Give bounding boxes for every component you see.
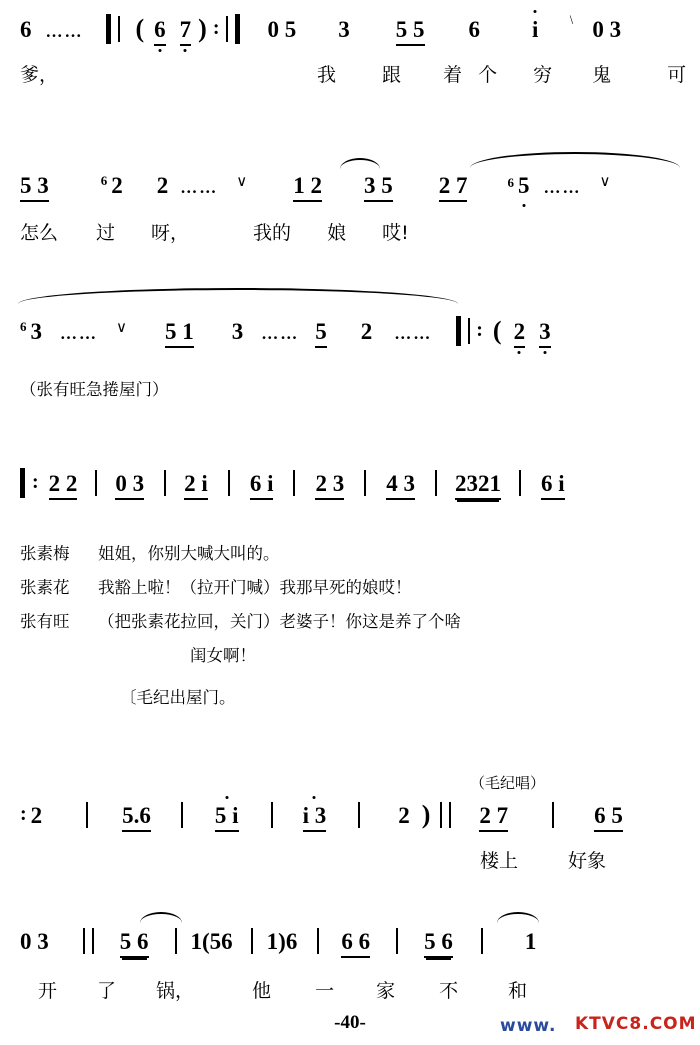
note: i xyxy=(532,17,539,42)
barline xyxy=(271,802,273,828)
tie xyxy=(340,158,380,169)
note: 5 3 xyxy=(20,173,49,202)
note: 2 7 xyxy=(479,803,508,832)
lyric: 着 xyxy=(443,64,463,86)
note: 5 xyxy=(315,319,327,348)
lyric: 爹， xyxy=(20,64,59,86)
system-6-notes xyxy=(20,928,536,958)
note: 2 xyxy=(398,803,410,828)
barline xyxy=(226,16,228,42)
lyric: 一 xyxy=(315,980,335,1002)
lyric: 不 xyxy=(439,980,459,1002)
system-1-lyrics xyxy=(20,60,686,87)
grace-note: 6 xyxy=(20,319,27,334)
dialogue-line xyxy=(20,608,461,632)
dots: …… xyxy=(45,22,84,41)
barline xyxy=(164,470,166,496)
barline xyxy=(228,470,230,496)
lyric: 他 xyxy=(252,980,272,1002)
note: 2 xyxy=(156,173,169,198)
note: 5 i xyxy=(215,803,239,832)
system-1-notes xyxy=(20,14,621,46)
lyric: 了 xyxy=(97,980,117,1002)
grace-flourish: ﹨ xyxy=(565,11,579,26)
long-slur xyxy=(18,288,458,304)
repeat-dots: : xyxy=(20,803,27,825)
lyric: 跟 xyxy=(382,64,402,86)
repeat-end-thick xyxy=(235,14,240,44)
note: 6 xyxy=(468,17,481,42)
barline xyxy=(396,928,398,954)
barline xyxy=(449,802,451,828)
lyric: 我的 xyxy=(253,222,292,244)
lyric: 可 xyxy=(667,64,687,86)
lyric: 鬼 xyxy=(592,64,612,86)
barline xyxy=(251,928,253,954)
barline xyxy=(118,16,120,42)
note: 5 1 xyxy=(165,319,194,348)
long-slur xyxy=(470,152,680,168)
system-6-lyrics xyxy=(38,976,527,1003)
lyric: 怎么 xyxy=(20,222,59,244)
close-paren: ) xyxy=(421,800,431,829)
measure: 2 2 xyxy=(49,471,78,500)
speaker: 张素花 xyxy=(20,578,70,597)
note: 2 xyxy=(111,173,123,198)
repeat-dots: : xyxy=(32,471,39,493)
repeat-start-thick xyxy=(106,14,111,44)
note: 0 5 xyxy=(267,17,297,42)
page-number: -40- xyxy=(334,1012,366,1033)
lyric: 好象 xyxy=(568,850,607,872)
measure: 6 i xyxy=(250,471,274,500)
dots: …… xyxy=(261,324,300,343)
dialogue-line xyxy=(20,540,280,564)
breath-mark: ∨ xyxy=(236,174,248,190)
speaker: 张素梅 xyxy=(20,544,70,563)
lyric: 哎! xyxy=(382,222,409,244)
note: 5 5 xyxy=(396,17,425,46)
lyric: 我 xyxy=(317,64,337,86)
barline xyxy=(552,802,554,828)
note: 2 7 xyxy=(439,173,468,202)
note: 5 6 xyxy=(424,929,453,958)
barline xyxy=(83,928,85,954)
note: 1)6 xyxy=(266,929,298,954)
singer-cue: （毛纪唱） xyxy=(470,774,546,792)
note: 3 xyxy=(30,319,42,344)
tie xyxy=(140,912,182,923)
barline xyxy=(95,470,97,496)
lyric: 穷 xyxy=(533,64,553,86)
note: 2 xyxy=(30,803,43,828)
dialogue-text: 姐姐，你别大喊大叫的。 xyxy=(98,544,280,563)
speaker: 张有旺 xyxy=(20,612,70,631)
dots: …… xyxy=(180,178,219,197)
dots: …… xyxy=(60,324,98,343)
note: 1 xyxy=(524,929,537,954)
repeat-start-thick xyxy=(456,316,461,346)
dialogue-text: 我豁上啦！（拉开门喊）我那早死的娘哎！ xyxy=(98,578,412,597)
dialogue-text: （把张素花拉回，关门）老婆子！你这是养了个啥 xyxy=(98,612,461,631)
system-3-notes xyxy=(20,316,551,348)
note: 2 xyxy=(514,319,526,348)
note: 6 6 xyxy=(341,929,370,958)
system-5-notes xyxy=(20,800,623,832)
system-2-notes xyxy=(20,172,610,202)
barline xyxy=(358,802,360,828)
dots: …… xyxy=(394,324,433,343)
breath-mark: ∨ xyxy=(116,320,127,336)
grace-note: 6 xyxy=(100,173,108,188)
lyric: 和 xyxy=(508,980,528,1002)
dialogue-line-cont: 闺女啊！ xyxy=(190,646,256,665)
barline xyxy=(293,470,295,496)
barline xyxy=(435,470,437,496)
dots: …… xyxy=(543,178,582,197)
note: 1(56 xyxy=(190,929,233,954)
grace-note: 6 xyxy=(507,175,514,190)
barline xyxy=(364,470,366,496)
measure: 2 i xyxy=(184,471,208,500)
note: 3 5 xyxy=(364,173,393,202)
measure: 4 3 xyxy=(386,471,415,500)
lyric: 娘 xyxy=(327,222,347,244)
barline xyxy=(317,928,319,954)
lyric: 个 xyxy=(478,64,498,86)
open-paren: ( xyxy=(492,316,502,345)
barline xyxy=(86,802,88,828)
note: 2 xyxy=(360,319,373,344)
repeat-start-thick xyxy=(20,468,25,498)
note: 6 5 xyxy=(594,803,623,832)
system-4-notes xyxy=(20,468,565,500)
note: 5 6 xyxy=(120,929,149,958)
lyric: 呀， xyxy=(151,222,190,244)
note: 0 3 xyxy=(592,17,622,42)
note: 7 xyxy=(180,17,192,46)
repeat-dots: : xyxy=(476,319,483,341)
watermark-url-prefix: www. xyxy=(500,1016,557,1036)
barline xyxy=(481,928,483,954)
note: 3 xyxy=(338,17,350,42)
barline xyxy=(440,802,442,828)
open-paren: ( xyxy=(135,14,145,43)
note: i 3 xyxy=(303,803,327,832)
system-2-lyrics xyxy=(20,218,409,245)
measure: 2321 xyxy=(455,471,501,500)
lyric: 锅， xyxy=(156,980,195,1002)
breath-mark: ∨ xyxy=(599,174,611,190)
measure: 0 3 xyxy=(115,471,144,500)
note: 6 xyxy=(154,17,166,46)
note: 6 xyxy=(20,17,32,42)
lyric: 家 xyxy=(376,980,396,1002)
note: 0 3 xyxy=(20,929,49,954)
system-5-lyrics xyxy=(480,846,606,873)
repeat-end-dots: : xyxy=(212,17,220,39)
lyric: 楼上 xyxy=(480,850,519,872)
barline xyxy=(519,470,521,496)
note: 3 xyxy=(231,319,244,344)
lyric: 开 xyxy=(38,980,58,1002)
note: 1 2 xyxy=(293,173,322,202)
note: 5 xyxy=(517,173,530,198)
dialogue-line xyxy=(20,574,412,598)
barline xyxy=(92,928,94,954)
close-paren: ) xyxy=(198,14,207,43)
barline xyxy=(175,928,177,954)
note: 3 xyxy=(539,319,551,348)
tie xyxy=(497,912,539,923)
note: 5.6 xyxy=(122,803,151,832)
stage-direction: （张有旺急捲屋门） xyxy=(20,380,169,399)
barline xyxy=(468,318,470,344)
measure: 2 3 xyxy=(315,471,344,500)
barline xyxy=(181,802,183,828)
watermark-site: KTVC8.COM xyxy=(575,1014,697,1034)
measure: 6 i xyxy=(541,471,565,500)
stage-direction: 〔毛纪出屋门。 xyxy=(120,688,236,707)
lyric: 过 xyxy=(96,222,116,244)
